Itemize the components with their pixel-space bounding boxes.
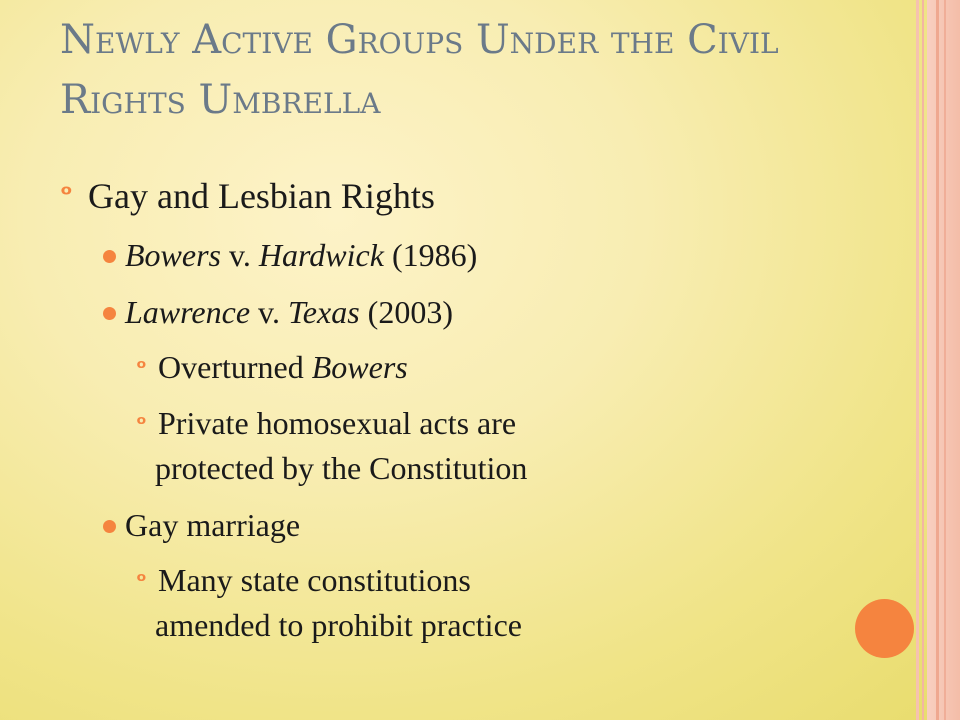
case-year: (2003): [359, 294, 453, 330]
bullet-gay-lesbian-rights: Gay and Lesbian Rights: [88, 176, 435, 216]
case-party-1: Bowers: [125, 237, 221, 273]
dot-bullet-icon: [103, 307, 116, 320]
case-versus: v.: [250, 294, 288, 330]
dot-bullet-icon: [103, 520, 116, 533]
decorative-right-stripes: [916, 0, 960, 720]
slide-title: Newly Active Groups Under the Civil Rights Umbrella: [60, 17, 779, 123]
case-versus: v.: [221, 237, 259, 273]
overturned-text: Overturned: [158, 349, 312, 385]
case-party-1: Lawrence: [125, 294, 251, 330]
case-party-2: Hardwick: [258, 237, 384, 273]
bullet-private-acts-line1: Private homosexual acts are: [158, 405, 517, 441]
swirl-bullet-icon: ᵒ: [136, 569, 147, 594]
bullet-state-constitutions-line1: Many state constitutions: [158, 562, 471, 598]
bullet-private-acts-line2: protected by the Constitution: [155, 450, 528, 486]
case-party-2: Texas: [287, 294, 360, 330]
swirl-bullet-icon: ᵒ: [60, 180, 73, 210]
case-year: (1986): [383, 237, 478, 273]
decorative-orange-circle: [855, 599, 914, 658]
bullet-state-constitutions-line2: amended to prohibit practice: [155, 607, 522, 643]
swirl-bullet-icon: ᵒ: [136, 412, 147, 437]
swirl-bullet-icon: ᵒ: [136, 356, 147, 381]
overturned-case: Bowers: [311, 349, 408, 385]
bullet-bowers-v-hardwick: [125, 236, 477, 274]
dot-bullet-icon: [103, 250, 116, 263]
bullet-lawrence-v-texas: [125, 293, 453, 331]
bullet-gay-marriage: Gay marriage: [125, 507, 301, 543]
bullet-overturned-bowers: [158, 348, 408, 386]
